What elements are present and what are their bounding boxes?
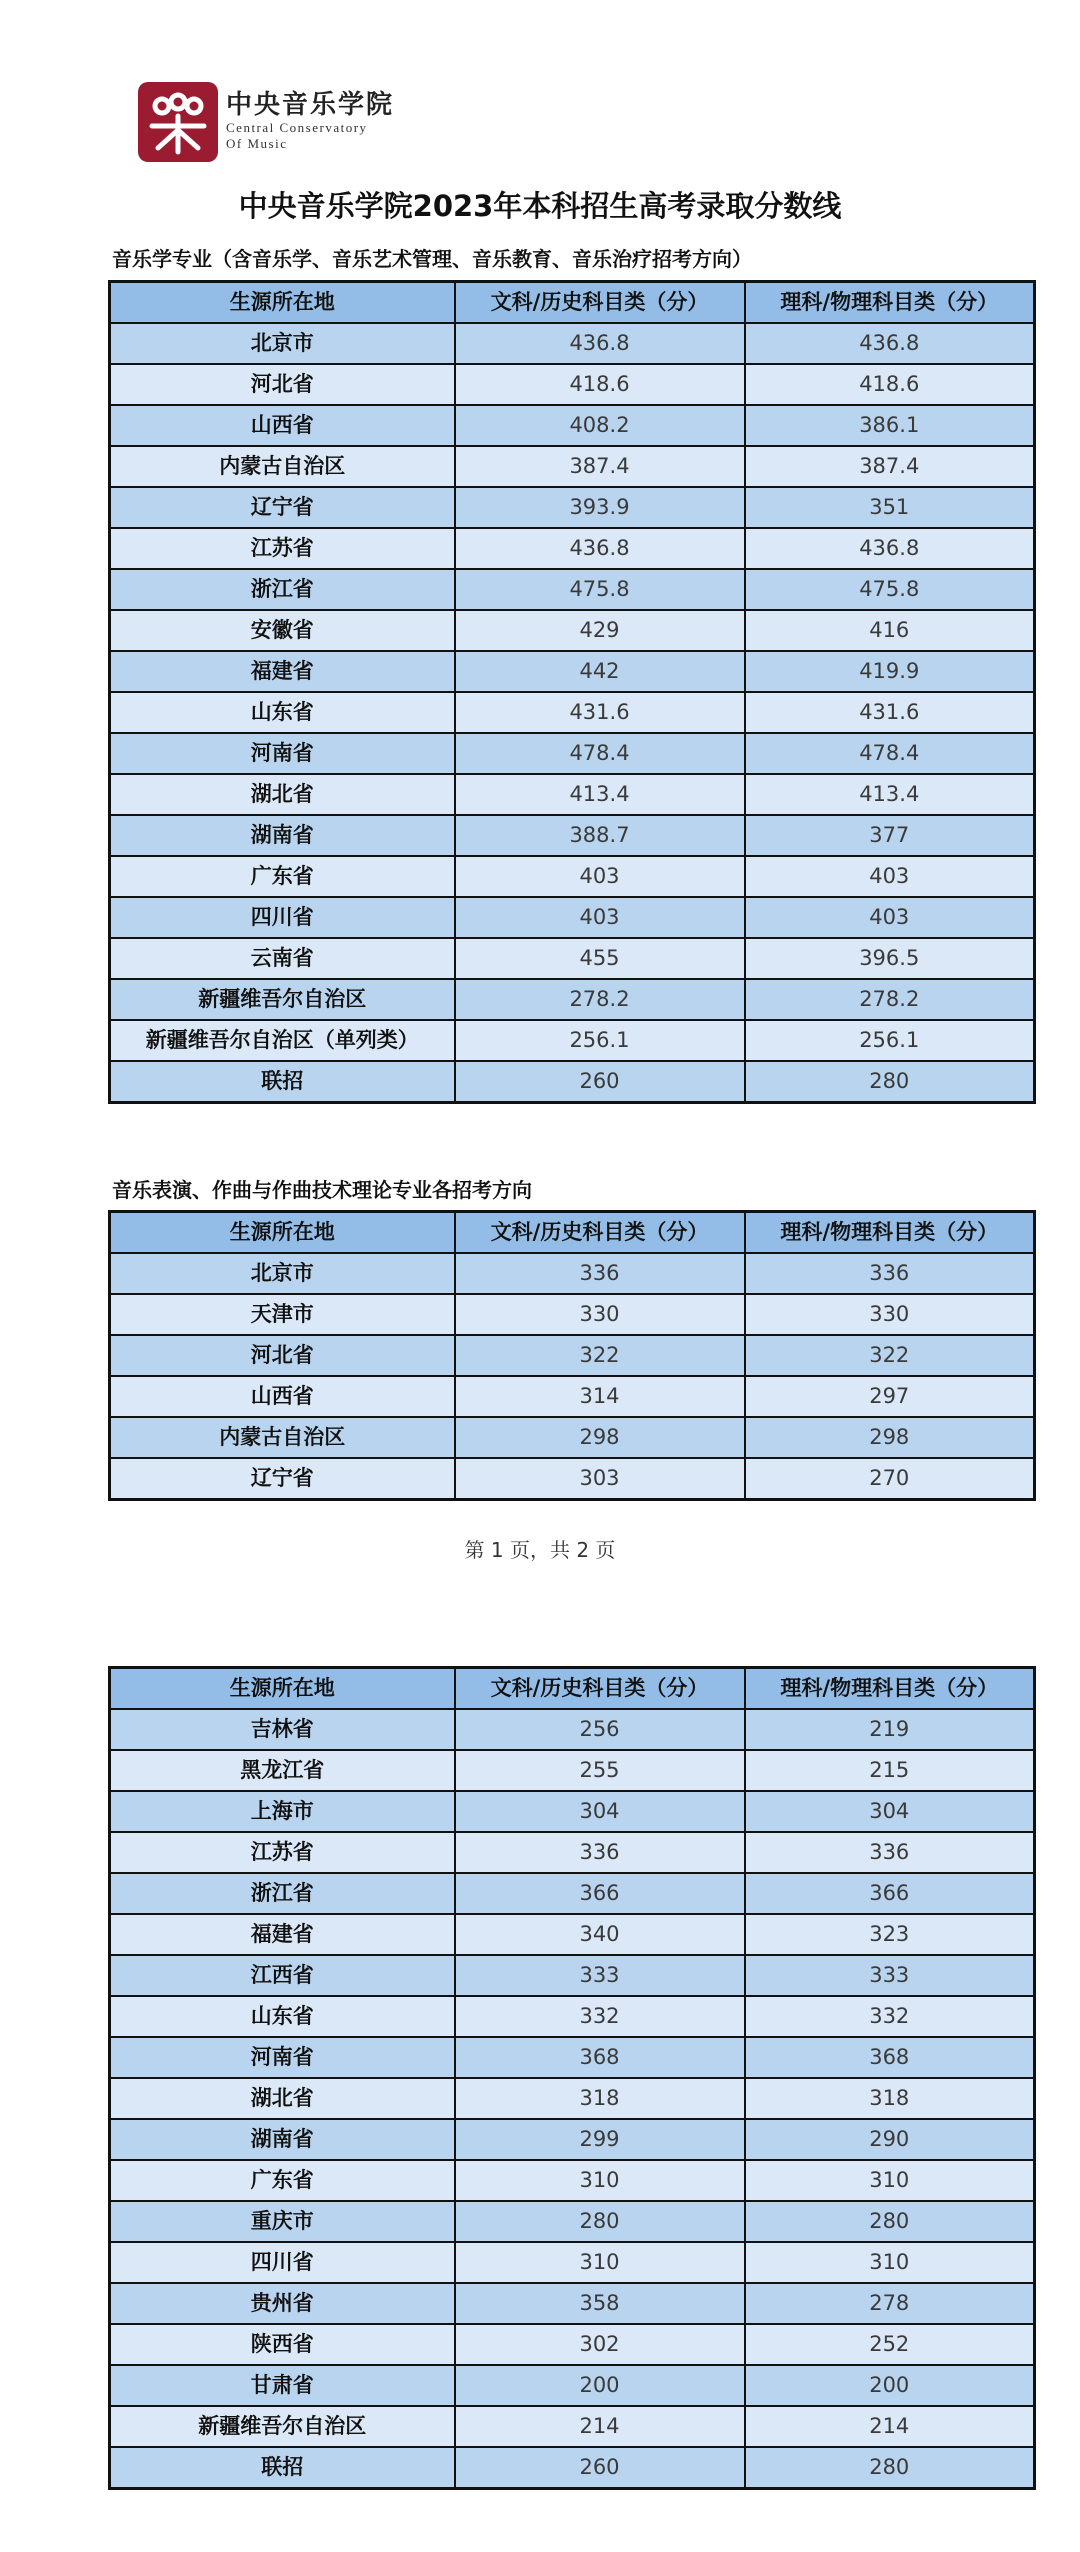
liberal-arts-score-cell: 455 bbox=[455, 938, 745, 979]
liberal-arts-score-cell: 299 bbox=[455, 2119, 745, 2160]
region-cell: 四川省 bbox=[110, 2242, 455, 2283]
region-cell: 辽宁省 bbox=[110, 1458, 455, 1500]
science-score-cell: 418.6 bbox=[745, 364, 1035, 405]
table-row bbox=[110, 1335, 1035, 1376]
header-science: 理科/物理科目类（分） bbox=[745, 1668, 1035, 1710]
logo-name-english-line1: Central Conservatory bbox=[226, 120, 368, 135]
science-score-cell: 280 bbox=[745, 2447, 1035, 2489]
header-liberal-arts: 文科/历史科目类（分） bbox=[455, 282, 745, 324]
science-score-cell: 310 bbox=[745, 2242, 1035, 2283]
header-liberal-arts: 文科/历史科目类（分） bbox=[455, 1668, 745, 1710]
region-cell: 浙江省 bbox=[110, 569, 455, 610]
science-score-cell: 310 bbox=[745, 2160, 1035, 2201]
table-row bbox=[110, 1791, 1035, 1832]
table-row bbox=[110, 1020, 1035, 1061]
table-row bbox=[110, 1458, 1035, 1500]
logo-wordmark bbox=[226, 90, 394, 152]
table-header-row bbox=[110, 282, 1035, 324]
region-cell: 甘肃省 bbox=[110, 2365, 455, 2406]
science-score-cell: 215 bbox=[745, 1750, 1035, 1791]
table-row bbox=[110, 528, 1035, 569]
table-row bbox=[110, 2242, 1035, 2283]
science-score-cell: 413.4 bbox=[745, 774, 1035, 815]
region-cell: 山东省 bbox=[110, 692, 455, 733]
science-score-cell: 280 bbox=[745, 1061, 1035, 1103]
region-cell: 陕西省 bbox=[110, 2324, 455, 2365]
table-row bbox=[110, 2201, 1035, 2242]
science-score-cell: 270 bbox=[745, 1458, 1035, 1500]
table-row bbox=[110, 897, 1035, 938]
liberal-arts-score-cell: 436.8 bbox=[455, 323, 745, 364]
science-score-cell: 387.4 bbox=[745, 446, 1035, 487]
region-cell: 内蒙古自治区 bbox=[110, 446, 455, 487]
science-score-cell: 297 bbox=[745, 1376, 1035, 1417]
table-row bbox=[110, 2160, 1035, 2201]
liberal-arts-score-cell: 475.8 bbox=[455, 569, 745, 610]
liberal-arts-score-cell: 256 bbox=[455, 1709, 745, 1750]
liberal-arts-score-cell: 403 bbox=[455, 897, 745, 938]
table-row bbox=[110, 1061, 1035, 1103]
liberal-arts-score-cell: 278.2 bbox=[455, 979, 745, 1020]
liberal-arts-score-cell: 260 bbox=[455, 1061, 745, 1103]
region-cell: 河北省 bbox=[110, 364, 455, 405]
logo-name-english-line2: Of Music bbox=[226, 136, 288, 151]
region-cell: 江苏省 bbox=[110, 528, 455, 569]
liberal-arts-score-cell: 358 bbox=[455, 2283, 745, 2324]
table-row bbox=[110, 487, 1035, 528]
liberal-arts-score-cell: 366 bbox=[455, 1873, 745, 1914]
liberal-arts-score-cell: 436.8 bbox=[455, 528, 745, 569]
header-region: 生源所在地 bbox=[110, 282, 455, 324]
science-score-cell: 478.4 bbox=[745, 733, 1035, 774]
table-row bbox=[110, 569, 1035, 610]
science-score-cell: 219 bbox=[745, 1709, 1035, 1750]
region-cell: 北京市 bbox=[110, 323, 455, 364]
region-cell: 湖北省 bbox=[110, 774, 455, 815]
liberal-arts-score-cell: 413.4 bbox=[455, 774, 745, 815]
science-score-cell: 333 bbox=[745, 1955, 1035, 1996]
science-score-cell: 351 bbox=[745, 487, 1035, 528]
science-score-cell: 330 bbox=[745, 1294, 1035, 1335]
document-title: 中央音乐学院2023年本科招生高考录取分数线 bbox=[238, 189, 842, 223]
science-score-cell: 332 bbox=[745, 1996, 1035, 2037]
region-cell: 河南省 bbox=[110, 2037, 455, 2078]
liberal-arts-score-cell: 333 bbox=[455, 1955, 745, 1996]
section2-score-table bbox=[108, 1210, 1036, 1501]
section1-score-table bbox=[108, 280, 1036, 1104]
liberal-arts-score-cell: 330 bbox=[455, 1294, 745, 1335]
region-cell: 福建省 bbox=[110, 1914, 455, 1955]
header-science: 理科/物理科目类（分） bbox=[745, 1212, 1035, 1254]
science-score-cell: 304 bbox=[745, 1791, 1035, 1832]
table-row bbox=[110, 1996, 1035, 2037]
liberal-arts-score-cell: 255 bbox=[455, 1750, 745, 1791]
table-row bbox=[110, 1832, 1035, 1873]
region-cell: 联招 bbox=[110, 2447, 455, 2489]
science-score-cell: 366 bbox=[745, 1873, 1035, 1914]
science-score-cell: 377 bbox=[745, 815, 1035, 856]
region-cell: 新疆维吾尔自治区 bbox=[110, 2406, 455, 2447]
table-row bbox=[110, 1709, 1035, 1750]
liberal-arts-score-cell: 200 bbox=[455, 2365, 745, 2406]
table-row bbox=[110, 856, 1035, 897]
table-row bbox=[110, 2406, 1035, 2447]
table-row bbox=[110, 938, 1035, 979]
table-row bbox=[110, 1914, 1035, 1955]
logo-glyph-icon bbox=[138, 82, 218, 162]
liberal-arts-score-cell: 322 bbox=[455, 1335, 745, 1376]
region-cell: 山西省 bbox=[110, 1376, 455, 1417]
region-cell: 联招 bbox=[110, 1061, 455, 1103]
table-row bbox=[110, 2283, 1035, 2324]
liberal-arts-score-cell: 429 bbox=[455, 610, 745, 651]
region-cell: 辽宁省 bbox=[110, 487, 455, 528]
region-cell: 山西省 bbox=[110, 405, 455, 446]
science-score-cell: 278.2 bbox=[745, 979, 1035, 1020]
table-row bbox=[110, 2078, 1035, 2119]
liberal-arts-score-cell: 310 bbox=[455, 2160, 745, 2201]
table-row bbox=[110, 1417, 1035, 1458]
science-score-cell: 419.9 bbox=[745, 651, 1035, 692]
conservatory-logo-emblem bbox=[138, 82, 218, 162]
science-score-cell: 290 bbox=[745, 2119, 1035, 2160]
region-cell: 湖南省 bbox=[110, 2119, 455, 2160]
region-cell: 福建省 bbox=[110, 651, 455, 692]
science-score-cell: 416 bbox=[745, 610, 1035, 651]
liberal-arts-score-cell: 478.4 bbox=[455, 733, 745, 774]
science-score-cell: 256.1 bbox=[745, 1020, 1035, 1061]
liberal-arts-score-cell: 310 bbox=[455, 2242, 745, 2283]
page-number-footer: 第 1 页，共 2 页 bbox=[464, 1538, 616, 1562]
section1-title: 音乐学专业（含音乐学、音乐艺术管理、音乐教育、音乐治疗招考方向） bbox=[112, 247, 752, 271]
science-score-cell: 475.8 bbox=[745, 569, 1035, 610]
table-row bbox=[110, 774, 1035, 815]
liberal-arts-score-cell: 318 bbox=[455, 2078, 745, 2119]
science-score-cell: 403 bbox=[745, 897, 1035, 938]
region-cell: 新疆维吾尔自治区（单列类） bbox=[110, 1020, 455, 1061]
science-score-cell: 368 bbox=[745, 2037, 1035, 2078]
region-cell: 河南省 bbox=[110, 733, 455, 774]
region-cell: 贵州省 bbox=[110, 2283, 455, 2324]
region-cell: 上海市 bbox=[110, 1791, 455, 1832]
liberal-arts-score-cell: 368 bbox=[455, 2037, 745, 2078]
table-row bbox=[110, 364, 1035, 405]
liberal-arts-score-cell: 340 bbox=[455, 1914, 745, 1955]
liberal-arts-score-cell: 408.2 bbox=[455, 405, 745, 446]
science-score-cell: 396.5 bbox=[745, 938, 1035, 979]
region-cell: 重庆市 bbox=[110, 2201, 455, 2242]
table-row bbox=[110, 2324, 1035, 2365]
header-liberal-arts: 文科/历史科目类（分） bbox=[455, 1212, 745, 1254]
liberal-arts-score-cell: 332 bbox=[455, 1996, 745, 2037]
header-science: 理科/物理科目类（分） bbox=[745, 282, 1035, 324]
liberal-arts-score-cell: 214 bbox=[455, 2406, 745, 2447]
region-cell: 天津市 bbox=[110, 1294, 455, 1335]
table-row bbox=[110, 2037, 1035, 2078]
liberal-arts-score-cell: 418.6 bbox=[455, 364, 745, 405]
region-cell: 北京市 bbox=[110, 1253, 455, 1294]
science-score-cell: 298 bbox=[745, 1417, 1035, 1458]
science-score-cell: 436.8 bbox=[745, 528, 1035, 569]
science-score-cell: 336 bbox=[745, 1253, 1035, 1294]
liberal-arts-score-cell: 298 bbox=[455, 1417, 745, 1458]
science-score-cell: 252 bbox=[745, 2324, 1035, 2365]
table-header-row bbox=[110, 1668, 1035, 1710]
region-cell: 新疆维吾尔自治区 bbox=[110, 979, 455, 1020]
region-cell: 湖北省 bbox=[110, 2078, 455, 2119]
science-score-cell: 403 bbox=[745, 856, 1035, 897]
science-score-cell: 278 bbox=[745, 2283, 1035, 2324]
liberal-arts-score-cell: 303 bbox=[455, 1458, 745, 1500]
science-score-cell: 214 bbox=[745, 2406, 1035, 2447]
region-cell: 江苏省 bbox=[110, 1832, 455, 1873]
logo-name-chinese: 中央音乐学院 bbox=[226, 90, 395, 120]
science-score-cell: 436.8 bbox=[745, 323, 1035, 364]
table-row bbox=[110, 405, 1035, 446]
liberal-arts-score-cell: 304 bbox=[455, 1791, 745, 1832]
header-region: 生源所在地 bbox=[110, 1668, 455, 1710]
liberal-arts-score-cell: 314 bbox=[455, 1376, 745, 1417]
liberal-arts-score-cell: 336 bbox=[455, 1253, 745, 1294]
table-row bbox=[110, 651, 1035, 692]
science-score-cell: 280 bbox=[745, 2201, 1035, 2242]
table-row bbox=[110, 1376, 1035, 1417]
region-cell: 安徽省 bbox=[110, 610, 455, 651]
science-score-cell: 323 bbox=[745, 1914, 1035, 1955]
region-cell: 内蒙古自治区 bbox=[110, 1417, 455, 1458]
science-score-cell: 318 bbox=[745, 2078, 1035, 2119]
liberal-arts-score-cell: 393.9 bbox=[455, 487, 745, 528]
science-score-cell: 200 bbox=[745, 2365, 1035, 2406]
table-row bbox=[110, 1873, 1035, 1914]
science-score-cell: 431.6 bbox=[745, 692, 1035, 733]
liberal-arts-score-cell: 442 bbox=[455, 651, 745, 692]
table-row bbox=[110, 323, 1035, 364]
header-region: 生源所在地 bbox=[110, 1212, 455, 1254]
region-cell: 吉林省 bbox=[110, 1709, 455, 1750]
science-score-cell: 336 bbox=[745, 1832, 1035, 1873]
region-cell: 湖南省 bbox=[110, 815, 455, 856]
table-row bbox=[110, 2365, 1035, 2406]
liberal-arts-score-cell: 260 bbox=[455, 2447, 745, 2489]
table-row bbox=[110, 610, 1035, 651]
liberal-arts-score-cell: 403 bbox=[455, 856, 745, 897]
table-row bbox=[110, 1750, 1035, 1791]
region-cell: 江西省 bbox=[110, 1955, 455, 1996]
region-cell: 云南省 bbox=[110, 938, 455, 979]
region-cell: 黑龙江省 bbox=[110, 1750, 455, 1791]
table-row bbox=[110, 979, 1035, 1020]
region-cell: 广东省 bbox=[110, 2160, 455, 2201]
liberal-arts-score-cell: 387.4 bbox=[455, 446, 745, 487]
region-cell: 浙江省 bbox=[110, 1873, 455, 1914]
liberal-arts-score-cell: 280 bbox=[455, 2201, 745, 2242]
table-row bbox=[110, 1294, 1035, 1335]
science-score-cell: 386.1 bbox=[745, 405, 1035, 446]
table-row bbox=[110, 815, 1035, 856]
table-row bbox=[110, 1955, 1035, 1996]
table-row bbox=[110, 692, 1035, 733]
region-cell: 山东省 bbox=[110, 1996, 455, 2037]
region-cell: 四川省 bbox=[110, 897, 455, 938]
liberal-arts-score-cell: 431.6 bbox=[455, 692, 745, 733]
liberal-arts-score-cell: 302 bbox=[455, 2324, 745, 2365]
table-row bbox=[110, 1253, 1035, 1294]
table-header-row bbox=[110, 1212, 1035, 1254]
liberal-arts-score-cell: 388.7 bbox=[455, 815, 745, 856]
region-cell: 广东省 bbox=[110, 856, 455, 897]
table-row bbox=[110, 733, 1035, 774]
table-row bbox=[110, 446, 1035, 487]
liberal-arts-score-cell: 336 bbox=[455, 1832, 745, 1873]
table-row bbox=[110, 2119, 1035, 2160]
section2-title: 音乐表演、作曲与作曲技术理论专业各招考方向 bbox=[112, 1178, 532, 1202]
section3-score-table bbox=[108, 1666, 1036, 2490]
table-row bbox=[110, 2447, 1035, 2489]
region-cell: 河北省 bbox=[110, 1335, 455, 1376]
liberal-arts-score-cell: 256.1 bbox=[455, 1020, 745, 1061]
science-score-cell: 322 bbox=[745, 1335, 1035, 1376]
